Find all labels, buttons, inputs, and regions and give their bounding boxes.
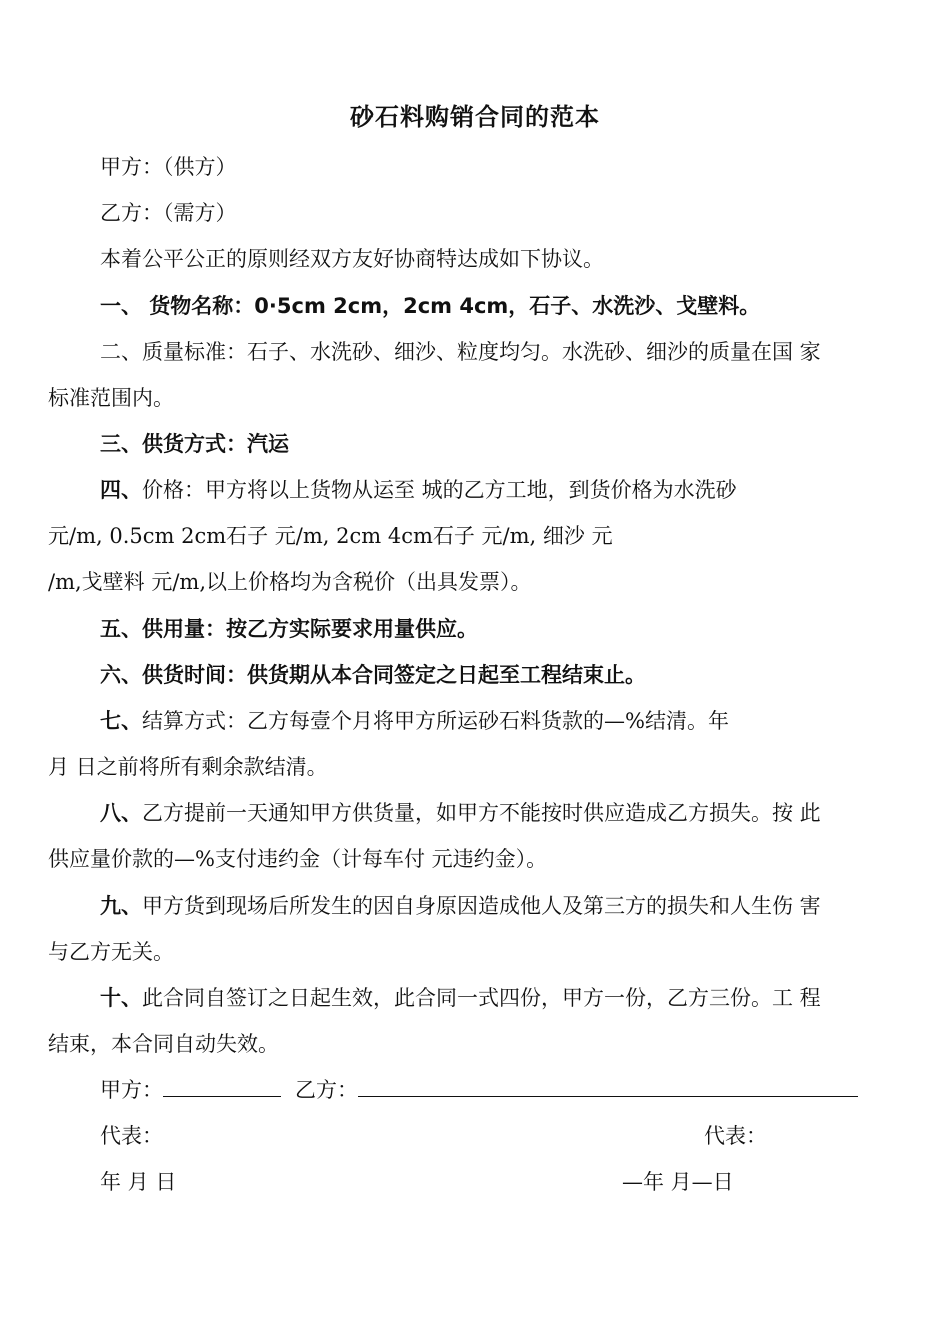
clause-4-line-1 [100,475,737,505]
party-a-line: 甲方：（供方） [100,155,237,179]
intro-paragraph: 本着公平公正的原则经双方友好协商特达成如下协议。 [100,247,604,271]
clause-8-text: 乙方提前一天通知甲方供货量，如甲方不能按时供应造成乙方损失。按 此 [142,801,821,825]
clause-2-line-1: 二、质量标准：石子、水洗砂、细沙、粒度均匀。水洗砂、细沙的质量在国 家 [100,340,821,364]
clause-9-text: 甲方货到现场后所发生的因自身原因造成他人及第三方的损失和人生伤 害 [142,894,821,918]
sign-party-b-label: 乙方： [295,1078,358,1102]
clause-9-number: 九、 [100,894,142,918]
clause-4-number: 四、 [100,478,142,502]
clause-3: 三、供货方式：汽运 [100,432,289,456]
clause-4-text: 价格：甲方将以上货物从运至 城的乙方工地，到货价格为水洗砂 [142,478,737,502]
clause-9-line-1 [100,891,821,921]
party-a-signature-blank [163,1076,281,1097]
clause-9-line-2: 与乙方无关。 [48,940,174,964]
rep-a-label: 代表： [100,1124,163,1148]
clause-10-line-2: 结束，本合同自动失效。 [48,1032,279,1056]
clause-4-line-2: 元/m, 0.5cm 2cm石子 元/m, 2cm 4cm石子 元/m, 细沙 元 [48,524,613,548]
rep-b-label: 代表： [704,1124,767,1148]
party-b-line: 乙方：（需方） [100,201,237,225]
clause-7-number: 七、 [100,709,142,733]
clause-7-line-2: 月 日之前将所有剩余款结清。 [48,755,328,779]
signature-line [100,1075,858,1105]
clause-10-line-1 [100,983,821,1013]
clause-10-text: 此合同自签订之日起生效，此合同一式四份，甲方一份，乙方三份。工 程 [142,986,821,1010]
party-b-signature-blank [358,1076,858,1097]
clause-10-number: 十、 [100,986,142,1010]
clause-4-line-3: /m,戈壁料 元/m,以上价格均为含税价（出具发票）。 [48,570,532,594]
clause-1: 一、 货物名称：0·5cm 2cm，2cm 4cm，石子、水洗沙、戈壁料。 [100,294,761,318]
clause-8-number: 八、 [100,801,142,825]
document-title: 砂石料购销合同的范本 [350,103,600,131]
clause-2-line-2: 标准范围内。 [48,386,174,410]
clause-7-text: 结算方式：乙方每壹个月将甲方所运砂石料货款的—%结清。年 [142,709,729,733]
date-b: —年 月—日 [622,1170,734,1194]
clause-8-line-2: 供应量价款的—%支付违约金（计每车付 元违约金）。 [48,847,548,871]
clause-7-line-1 [100,706,729,736]
date-a: 年 月 日 [100,1170,177,1194]
clause-5: 五、供用量：按乙方实际要求用量供应。 [100,617,478,641]
clause-6: 六、供货时间：供货期从本合同签定之日起至工程结束止。 [100,663,646,687]
sign-party-a-label: 甲方： [100,1078,163,1102]
clause-8-line-1 [100,798,821,828]
